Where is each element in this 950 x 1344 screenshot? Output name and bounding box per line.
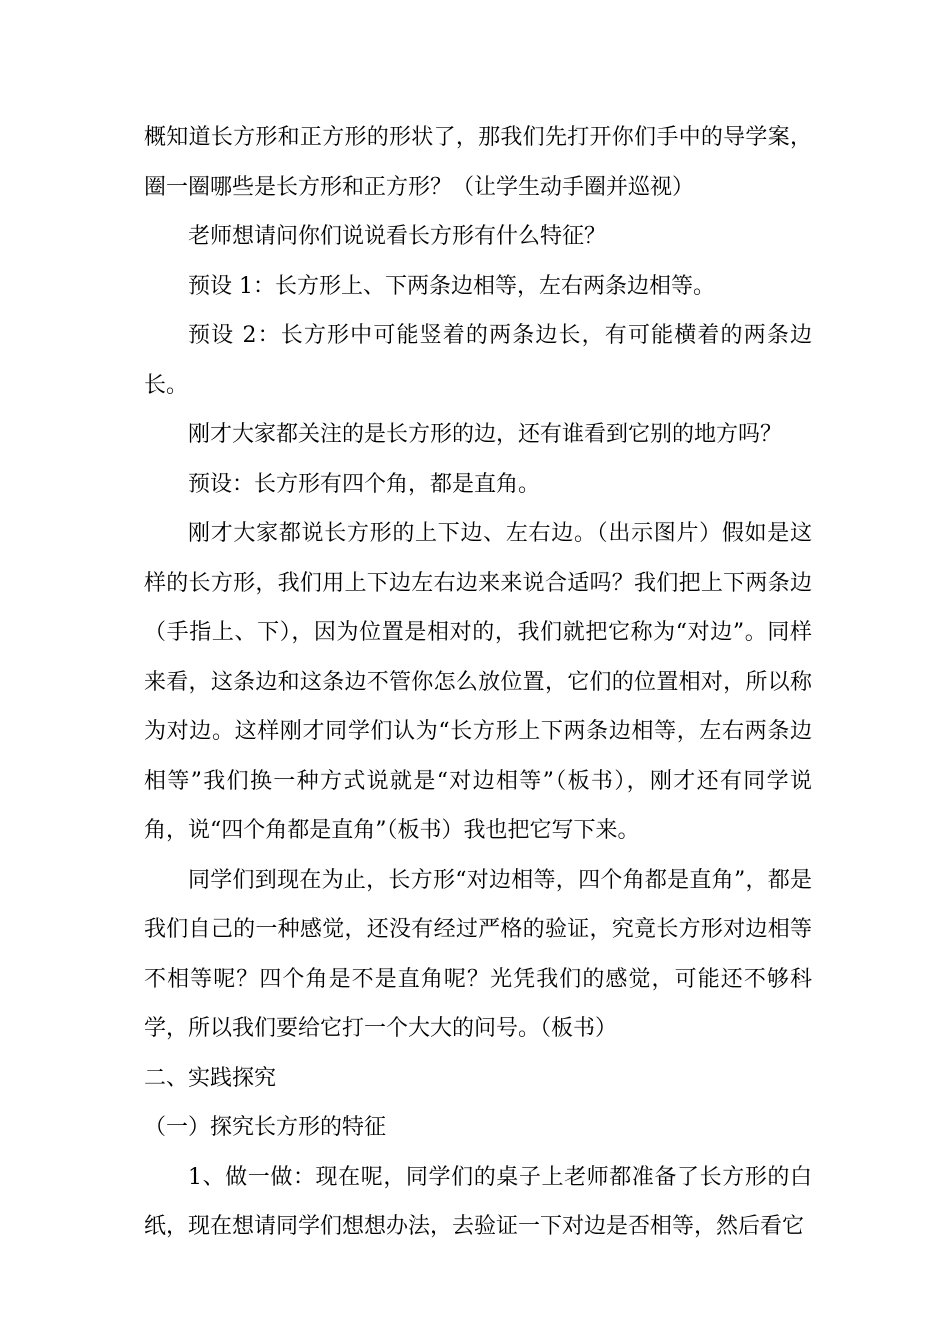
paragraph-preset-angles: 预设：长方形有四个角，都是直角。 [188,471,541,497]
paragraph-verification: 同学们到现在为止，长方形“对边相等，四个角都是直角”，都是我们自己的一种感觉，还没有经过严格的验证，究竟长方形对边相等不相等呢？四个角是不是直角呢？光凭我们的感觉，可能还不够科学，所以我们要给它打一个大大的问号。（板书） [144,867,812,1041]
subsection-heading-rectangle: （一）探究长方形的特征 [144,1115,387,1140]
paragraph-intro: 概知道长方形和正方形的形状了，那我们先打开你们手中的导学案，圈一圈哪些是长方形和正方形？（让学生动手圈并巡视） [144,125,812,200]
paragraph-teacher-question: 老师想请问你们说说看长方形有什么特征？ [188,224,607,249]
paragraph-preset-2: 预设 2：长方形中可能竖着的两条边长，有可能横着的两条边长。 [144,323,812,398]
section-heading-practice: 二、实践探究 [144,1065,277,1091]
paragraph-preset-1: 预设 1：长方形上、下两条边相等，左右两条边相等。 [188,273,715,299]
document-body [144,113,812,1252]
paragraph-other-features: 刚才大家都关注的是长方形的边，还有谁看到它别的地方吗？ [188,422,783,447]
paragraph-activity: 1、做一做：现在呢，同学们的桌子上老师都准备了长方形的白纸，现在想请同学们想想办法，去验证一下对边是否相等，然后看它 [144,1164,812,1239]
paragraph-opposite-sides: 刚才大家都说长方形的上下边、左右边。（出示图片）假如是这样的长方形，我们用上下边左右边来来说合适吗？我们把上下两条边（手指上、下），因为位置是相对的，我们就把它称为“对边”。同样来看，这条边和这条边不管你怎么放位置，它们的位置相对，所以称为对边。这样刚才同学们认为“长方形上下两条边相等，左右两条边相等”我们换一种方式说就是“对边相等”（板书），刚才还有同学说角，说“四个角都是直角”（板书）我也把它写下来。 [144,521,812,843]
